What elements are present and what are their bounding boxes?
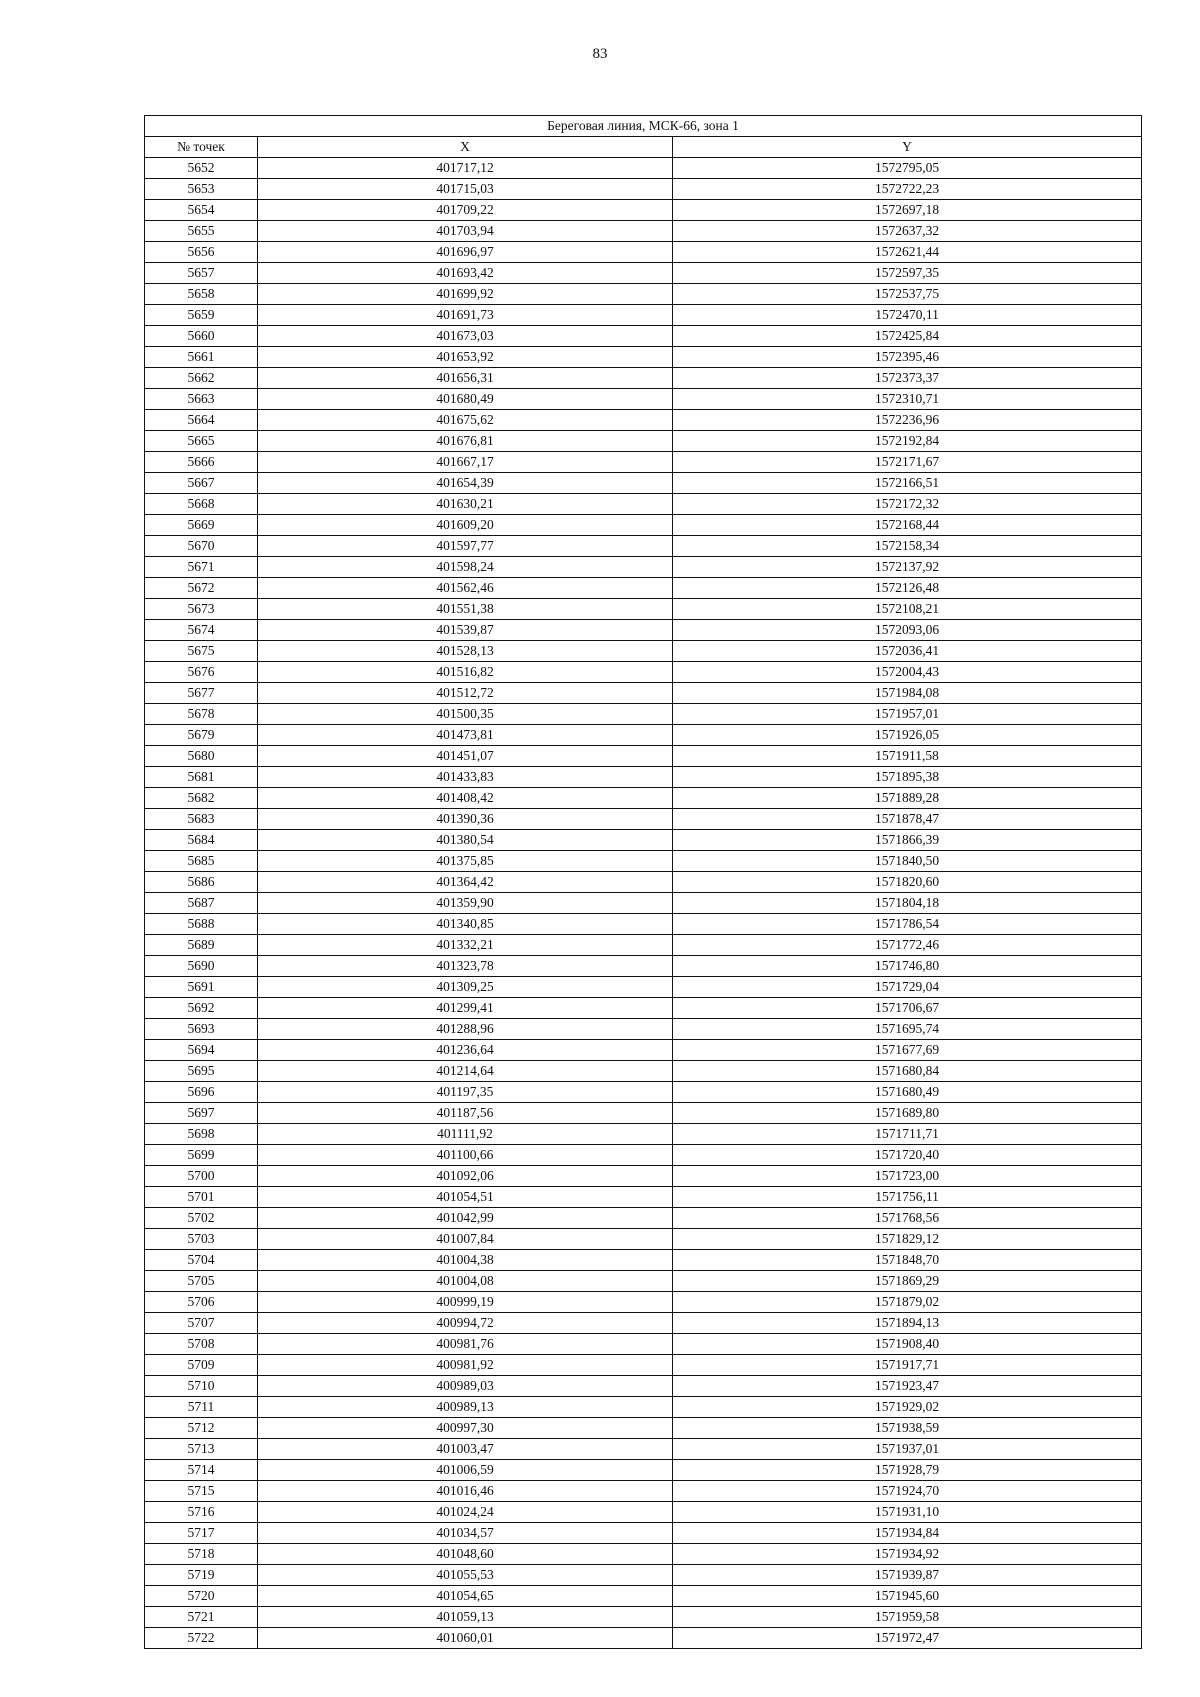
cell-y: 1572004,43: [673, 662, 1142, 683]
cell-point-number: 5687: [145, 893, 258, 914]
cell-point-number: 5657: [145, 263, 258, 284]
cell-point-number: 5674: [145, 620, 258, 641]
cell-x: 401516,82: [258, 662, 673, 683]
cell-point-number: 5713: [145, 1439, 258, 1460]
cell-point-number: 5655: [145, 221, 258, 242]
coordinates-table: [144, 115, 1142, 1649]
cell-point-number: 5679: [145, 725, 258, 746]
table-row: [145, 1187, 1142, 1208]
cell-point-number: 5694: [145, 1040, 258, 1061]
table-row: [145, 830, 1142, 851]
cell-x: 401059,13: [258, 1607, 673, 1628]
cell-point-number: 5669: [145, 515, 258, 536]
cell-y: 1571746,80: [673, 956, 1142, 977]
cell-y: 1572093,06: [673, 620, 1142, 641]
table-row: [145, 1019, 1142, 1040]
cell-x: 401359,90: [258, 893, 673, 914]
table-row: [145, 1103, 1142, 1124]
cell-y: 1571866,39: [673, 830, 1142, 851]
table-row: [145, 599, 1142, 620]
table-row: [145, 620, 1142, 641]
cell-x: 401667,17: [258, 452, 673, 473]
cell-y: 1571804,18: [673, 893, 1142, 914]
cell-point-number: 5673: [145, 599, 258, 620]
table-title-row: [145, 116, 1142, 137]
cell-x: 401054,51: [258, 1187, 673, 1208]
cell-point-number: 5706: [145, 1292, 258, 1313]
cell-y: 1571720,40: [673, 1145, 1142, 1166]
table-row: [145, 935, 1142, 956]
cell-y: 1571923,47: [673, 1376, 1142, 1397]
cell-point-number: 5682: [145, 788, 258, 809]
cell-x: 401004,38: [258, 1250, 673, 1271]
cell-x: 401024,24: [258, 1502, 673, 1523]
table-row: [145, 1565, 1142, 1586]
cell-y: 1571677,69: [673, 1040, 1142, 1061]
cell-y: 1571829,12: [673, 1229, 1142, 1250]
table-row: [145, 1586, 1142, 1607]
table-row: [145, 347, 1142, 368]
table-row: [145, 263, 1142, 284]
table-row: [145, 536, 1142, 557]
cell-y: 1572697,18: [673, 200, 1142, 221]
cell-x: 401111,92: [258, 1124, 673, 1145]
cell-x: 401717,12: [258, 158, 673, 179]
table-row: [145, 914, 1142, 935]
cell-x: 401197,35: [258, 1082, 673, 1103]
cell-point-number: 5675: [145, 641, 258, 662]
cell-x: 401653,92: [258, 347, 673, 368]
cell-point-number: 5712: [145, 1418, 258, 1439]
cell-point-number: 5686: [145, 872, 258, 893]
cell-x: 401691,73: [258, 305, 673, 326]
cell-y: 1572537,75: [673, 284, 1142, 305]
cell-y: 1572158,34: [673, 536, 1142, 557]
table-row: [145, 1124, 1142, 1145]
table-row: [145, 683, 1142, 704]
cell-point-number: 5718: [145, 1544, 258, 1565]
cell-point-number: 5691: [145, 977, 258, 998]
cell-point-number: 5672: [145, 578, 258, 599]
table-row: [145, 1460, 1142, 1481]
cell-x: 401323,78: [258, 956, 673, 977]
cell-point-number: 5703: [145, 1229, 258, 1250]
cell-y: 1572621,44: [673, 242, 1142, 263]
cell-point-number: 5670: [145, 536, 258, 557]
cell-x: 401408,42: [258, 788, 673, 809]
table-row: [145, 284, 1142, 305]
cell-y: 1572597,35: [673, 263, 1142, 284]
table-row: [145, 515, 1142, 536]
table-row: [145, 1523, 1142, 1544]
cell-x: 401562,46: [258, 578, 673, 599]
cell-y: 1571723,00: [673, 1166, 1142, 1187]
cell-y: 1571820,60: [673, 872, 1142, 893]
column-header-x: X: [258, 137, 673, 158]
table-row: [145, 1229, 1142, 1250]
cell-y: 1571917,71: [673, 1355, 1142, 1376]
cell-x: 401007,84: [258, 1229, 673, 1250]
table-row: [145, 662, 1142, 683]
table-header: [145, 116, 1142, 158]
cell-x: 401676,81: [258, 431, 673, 452]
cell-point-number: 5710: [145, 1376, 258, 1397]
table-row: [145, 1292, 1142, 1313]
table-row: [145, 326, 1142, 347]
cell-x: 400981,92: [258, 1355, 673, 1376]
cell-x: 401016,46: [258, 1481, 673, 1502]
cell-y: 1571959,58: [673, 1607, 1142, 1628]
cell-point-number: 5661: [145, 347, 258, 368]
cell-point-number: 5681: [145, 767, 258, 788]
table-row: [145, 1208, 1142, 1229]
cell-y: 1571939,87: [673, 1565, 1142, 1586]
table-row: [145, 1544, 1142, 1565]
table-row: [145, 1040, 1142, 1061]
table-row: [145, 557, 1142, 578]
cell-point-number: 5696: [145, 1082, 258, 1103]
cell-x: 401390,36: [258, 809, 673, 830]
table-row: [145, 1313, 1142, 1334]
page-number: 83: [592, 46, 608, 62]
cell-x: 401680,49: [258, 389, 673, 410]
cell-x: 401187,56: [258, 1103, 673, 1124]
cell-x: 401309,25: [258, 977, 673, 998]
column-header-y: Y: [673, 137, 1142, 158]
table-row: [145, 1271, 1142, 1292]
table-row: [145, 746, 1142, 767]
cell-x: 401055,53: [258, 1565, 673, 1586]
table-row: [145, 1376, 1142, 1397]
table-row: [145, 1355, 1142, 1376]
cell-x: 400981,76: [258, 1334, 673, 1355]
cell-y: 1572166,51: [673, 473, 1142, 494]
cell-point-number: 5653: [145, 179, 258, 200]
cell-y: 1571689,80: [673, 1103, 1142, 1124]
cell-point-number: 5656: [145, 242, 258, 263]
cell-y: 1572795,05: [673, 158, 1142, 179]
cell-y: 1571889,28: [673, 788, 1142, 809]
cell-y: 1572722,23: [673, 179, 1142, 200]
table-row: [145, 1397, 1142, 1418]
cell-y: 1572236,96: [673, 410, 1142, 431]
cell-x: 401100,66: [258, 1145, 673, 1166]
cell-y: 1571957,01: [673, 704, 1142, 725]
table-row: [145, 809, 1142, 830]
table-row: [145, 956, 1142, 977]
cell-point-number: 5658: [145, 284, 258, 305]
cell-point-number: 5659: [145, 305, 258, 326]
cell-y: 1571908,40: [673, 1334, 1142, 1355]
cell-y: 1572637,32: [673, 221, 1142, 242]
cell-y: 1571945,60: [673, 1586, 1142, 1607]
cell-x: 401236,64: [258, 1040, 673, 1061]
table-body: [145, 158, 1142, 1649]
cell-point-number: 5717: [145, 1523, 258, 1544]
cell-y: 1571937,01: [673, 1439, 1142, 1460]
cell-point-number: 5685: [145, 851, 258, 872]
cell-point-number: 5663: [145, 389, 258, 410]
cell-y: 1572395,46: [673, 347, 1142, 368]
cell-x: 401340,85: [258, 914, 673, 935]
cell-y: 1571768,56: [673, 1208, 1142, 1229]
cell-x: 401500,35: [258, 704, 673, 725]
cell-point-number: 5667: [145, 473, 258, 494]
cell-y: 1571934,84: [673, 1523, 1142, 1544]
cell-y: 1571711,71: [673, 1124, 1142, 1145]
table-row: [145, 998, 1142, 1019]
cell-x: 401214,64: [258, 1061, 673, 1082]
table-row: [145, 767, 1142, 788]
cell-point-number: 5666: [145, 452, 258, 473]
cell-x: 401473,81: [258, 725, 673, 746]
cell-y: 1571869,29: [673, 1271, 1142, 1292]
cell-point-number: 5665: [145, 431, 258, 452]
cell-y: 1572192,84: [673, 431, 1142, 452]
cell-x: 401709,22: [258, 200, 673, 221]
table-row: [145, 1607, 1142, 1628]
cell-y: 1571924,70: [673, 1481, 1142, 1502]
cell-x: 401696,97: [258, 242, 673, 263]
cell-point-number: 5707: [145, 1313, 258, 1334]
cell-x: 401528,13: [258, 641, 673, 662]
cell-y: 1571848,70: [673, 1250, 1142, 1271]
cell-point-number: 5652: [145, 158, 258, 179]
cell-x: 400989,13: [258, 1397, 673, 1418]
table-row: [145, 410, 1142, 431]
cell-y: 1572425,84: [673, 326, 1142, 347]
cell-x: 401699,92: [258, 284, 673, 305]
cell-y: 1571680,84: [673, 1061, 1142, 1082]
table-row: [145, 893, 1142, 914]
cell-x: 401656,31: [258, 368, 673, 389]
table-row: [145, 977, 1142, 998]
cell-point-number: 5689: [145, 935, 258, 956]
cell-x: 401693,42: [258, 263, 673, 284]
table-row: [145, 494, 1142, 515]
cell-y: 1571786,54: [673, 914, 1142, 935]
cell-point-number: 5716: [145, 1502, 258, 1523]
table-row: [145, 1082, 1142, 1103]
cell-point-number: 5705: [145, 1271, 258, 1292]
cell-point-number: 5662: [145, 368, 258, 389]
cell-point-number: 5668: [145, 494, 258, 515]
cell-point-number: 5702: [145, 1208, 258, 1229]
cell-x: 401299,41: [258, 998, 673, 1019]
cell-point-number: 5708: [145, 1334, 258, 1355]
cell-x: 401703,94: [258, 221, 673, 242]
cell-y: 1571972,47: [673, 1628, 1142, 1649]
table-row: [145, 641, 1142, 662]
cell-point-number: 5664: [145, 410, 258, 431]
cell-point-number: 5697: [145, 1103, 258, 1124]
cell-x: 401092,06: [258, 1166, 673, 1187]
cell-x: 401715,03: [258, 179, 673, 200]
table-row: [145, 1439, 1142, 1460]
cell-x: 401364,42: [258, 872, 673, 893]
column-header-point-number: № точек: [145, 137, 258, 158]
cell-x: 401003,47: [258, 1439, 673, 1460]
cell-point-number: 5720: [145, 1586, 258, 1607]
table-row: [145, 305, 1142, 326]
cell-y: 1571706,67: [673, 998, 1142, 1019]
cell-point-number: 5698: [145, 1124, 258, 1145]
cell-y: 1571931,10: [673, 1502, 1142, 1523]
cell-x: 400994,72: [258, 1313, 673, 1334]
cell-point-number: 5711: [145, 1397, 258, 1418]
cell-x: 401609,20: [258, 515, 673, 536]
cell-point-number: 5680: [145, 746, 258, 767]
cell-y: 1572126,48: [673, 578, 1142, 599]
cell-y: 1571894,13: [673, 1313, 1142, 1334]
cell-x: 401004,08: [258, 1271, 673, 1292]
cell-y: 1572310,71: [673, 389, 1142, 410]
cell-y: 1572470,11: [673, 305, 1142, 326]
cell-y: 1571840,50: [673, 851, 1142, 872]
cell-y: 1572171,67: [673, 452, 1142, 473]
cell-x: 401675,62: [258, 410, 673, 431]
cell-point-number: 5715: [145, 1481, 258, 1502]
table-row: [145, 1166, 1142, 1187]
cell-y: 1572108,21: [673, 599, 1142, 620]
cell-y: 1571984,08: [673, 683, 1142, 704]
cell-point-number: 5693: [145, 1019, 258, 1040]
table-row: [145, 158, 1142, 179]
cell-x: 401288,96: [258, 1019, 673, 1040]
cell-y: 1571926,05: [673, 725, 1142, 746]
cell-x: 401630,21: [258, 494, 673, 515]
table-row: [145, 725, 1142, 746]
cell-y: 1572172,32: [673, 494, 1142, 515]
cell-x: 401060,01: [258, 1628, 673, 1649]
cell-point-number: 5721: [145, 1607, 258, 1628]
cell-y: 1571929,02: [673, 1397, 1142, 1418]
table-row: [145, 872, 1142, 893]
cell-point-number: 5690: [145, 956, 258, 977]
table-row: [145, 1418, 1142, 1439]
cell-y: 1571934,92: [673, 1544, 1142, 1565]
cell-point-number: 5654: [145, 200, 258, 221]
cell-x: 401375,85: [258, 851, 673, 872]
cell-point-number: 5678: [145, 704, 258, 725]
cell-y: 1571895,38: [673, 767, 1142, 788]
cell-y: 1571756,11: [673, 1187, 1142, 1208]
cell-y: 1572168,44: [673, 515, 1142, 536]
cell-point-number: 5660: [145, 326, 258, 347]
cell-y: 1572036,41: [673, 641, 1142, 662]
cell-point-number: 5677: [145, 683, 258, 704]
cell-y: 1572373,37: [673, 368, 1142, 389]
cell-x: 400999,19: [258, 1292, 673, 1313]
table-row: [145, 1061, 1142, 1082]
column-header-row: [145, 137, 1142, 158]
cell-x: 401034,57: [258, 1523, 673, 1544]
cell-x: 401551,38: [258, 599, 673, 620]
cell-point-number: 5722: [145, 1628, 258, 1649]
cell-y: 1571928,79: [673, 1460, 1142, 1481]
table-row: [145, 1334, 1142, 1355]
table-row: [145, 1145, 1142, 1166]
table-row: [145, 179, 1142, 200]
cell-x: 401539,87: [258, 620, 673, 641]
cell-x: 401332,21: [258, 935, 673, 956]
cell-x: 401451,07: [258, 746, 673, 767]
cell-y: 1572137,92: [673, 557, 1142, 578]
table-row: [145, 368, 1142, 389]
cell-x: 400989,03: [258, 1376, 673, 1397]
cell-x: 401597,77: [258, 536, 673, 557]
table-row: [145, 473, 1142, 494]
cell-x: 401042,99: [258, 1208, 673, 1229]
table-row: [145, 578, 1142, 599]
cell-point-number: 5701: [145, 1187, 258, 1208]
cell-x: 401654,39: [258, 473, 673, 494]
table-title: Береговая линия, МСК-66, зона 1: [145, 116, 1142, 137]
cell-point-number: 5671: [145, 557, 258, 578]
table-row: [145, 452, 1142, 473]
cell-point-number: 5714: [145, 1460, 258, 1481]
table-row: [145, 704, 1142, 725]
table-row: [145, 242, 1142, 263]
table-row: [145, 200, 1142, 221]
cell-y: 1571879,02: [673, 1292, 1142, 1313]
cell-x: 401673,03: [258, 326, 673, 347]
cell-x: 401433,83: [258, 767, 673, 788]
table-row: [145, 1481, 1142, 1502]
table-row: [145, 431, 1142, 452]
cell-y: 1571911,58: [673, 746, 1142, 767]
cell-y: 1571680,49: [673, 1082, 1142, 1103]
cell-x: 401512,72: [258, 683, 673, 704]
cell-y: 1571729,04: [673, 977, 1142, 998]
cell-x: 401048,60: [258, 1544, 673, 1565]
cell-x: 401380,54: [258, 830, 673, 851]
cell-point-number: 5692: [145, 998, 258, 1019]
table-row: [145, 221, 1142, 242]
cell-y: 1571878,47: [673, 809, 1142, 830]
cell-y: 1571772,46: [673, 935, 1142, 956]
cell-point-number: 5683: [145, 809, 258, 830]
table-row: [145, 1628, 1142, 1649]
cell-x: 401006,59: [258, 1460, 673, 1481]
cell-point-number: 5684: [145, 830, 258, 851]
cell-x: 400997,30: [258, 1418, 673, 1439]
table-row: [145, 389, 1142, 410]
cell-point-number: 5676: [145, 662, 258, 683]
table-row: [145, 1250, 1142, 1271]
table-row: [145, 1502, 1142, 1523]
cell-y: 1571695,74: [673, 1019, 1142, 1040]
cell-point-number: 5700: [145, 1166, 258, 1187]
cell-x: 401054,65: [258, 1586, 673, 1607]
cell-y: 1571938,59: [673, 1418, 1142, 1439]
table-row: [145, 788, 1142, 809]
cell-point-number: 5719: [145, 1565, 258, 1586]
cell-point-number: 5699: [145, 1145, 258, 1166]
cell-point-number: 5709: [145, 1355, 258, 1376]
cell-point-number: 5695: [145, 1061, 258, 1082]
cell-point-number: 5688: [145, 914, 258, 935]
cell-point-number: 5704: [145, 1250, 258, 1271]
table-row: [145, 851, 1142, 872]
cell-x: 401598,24: [258, 557, 673, 578]
